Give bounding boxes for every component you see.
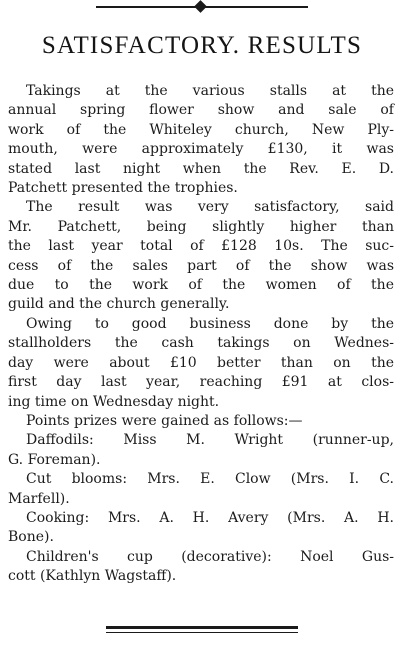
text-line: due to the work of the women of the	[8, 277, 394, 294]
text-line: Daffodils: Miss M. Wright (runner-up,	[26, 432, 394, 449]
text-line: Mr. Patchett, being slightly higher than	[8, 218, 394, 235]
text-line: ing time on Wednesday night.	[8, 393, 220, 410]
text-line: Children's cup (decorative): Noel Gus-	[26, 548, 394, 565]
text-line: Cut blooms: Mrs. E. Clow (Mrs. I. C.	[26, 471, 394, 488]
text-line: work of the Whiteley church, New Ply-	[8, 121, 394, 138]
text-line: mouth, were approximately £130, it was	[8, 141, 394, 158]
article-body	[8, 82, 394, 587]
text-line: Owing to good business done by the	[26, 315, 394, 332]
text-line: the last year total of £128 10s. The suc-	[8, 238, 394, 255]
text-line: stated last night when the Rev. E. D.	[8, 160, 394, 177]
text-line: cess of the sales part of the show was	[8, 257, 394, 274]
text-line: Cooking: Mrs. A. H. Avery (Mrs. A. H.	[26, 509, 394, 526]
headline: SATISFACTORY. RESULTS	[41, 32, 363, 59]
text-line: cott (Kathlyn Wagstaff).	[8, 568, 177, 585]
text-line: Marfell).	[8, 490, 70, 507]
text-line: stallholders the cash takings on Wednes-	[8, 335, 394, 352]
text-line: Takings at the various stalls at the	[26, 83, 394, 99]
top-ornament-diamond	[194, 0, 207, 13]
bottom-rule-thick	[106, 626, 298, 629]
text-line: first day last year, reaching £91 at clos-	[8, 374, 394, 391]
text-line: Bone).	[8, 529, 54, 546]
text-line: Patchett presented the trophies.	[8, 180, 238, 197]
bottom-rule-thin	[106, 632, 298, 633]
text-line: G. Foreman).	[8, 451, 101, 468]
text-line: annual spring flower show and sale of	[8, 102, 394, 119]
text-line: day were about £10 better than on the	[8, 354, 394, 371]
text-line: Points prizes were gained as follows:—	[26, 412, 303, 429]
text-line: guild and the church generally.	[8, 296, 230, 313]
text-line: The result was very satisfactory, said	[26, 199, 394, 216]
